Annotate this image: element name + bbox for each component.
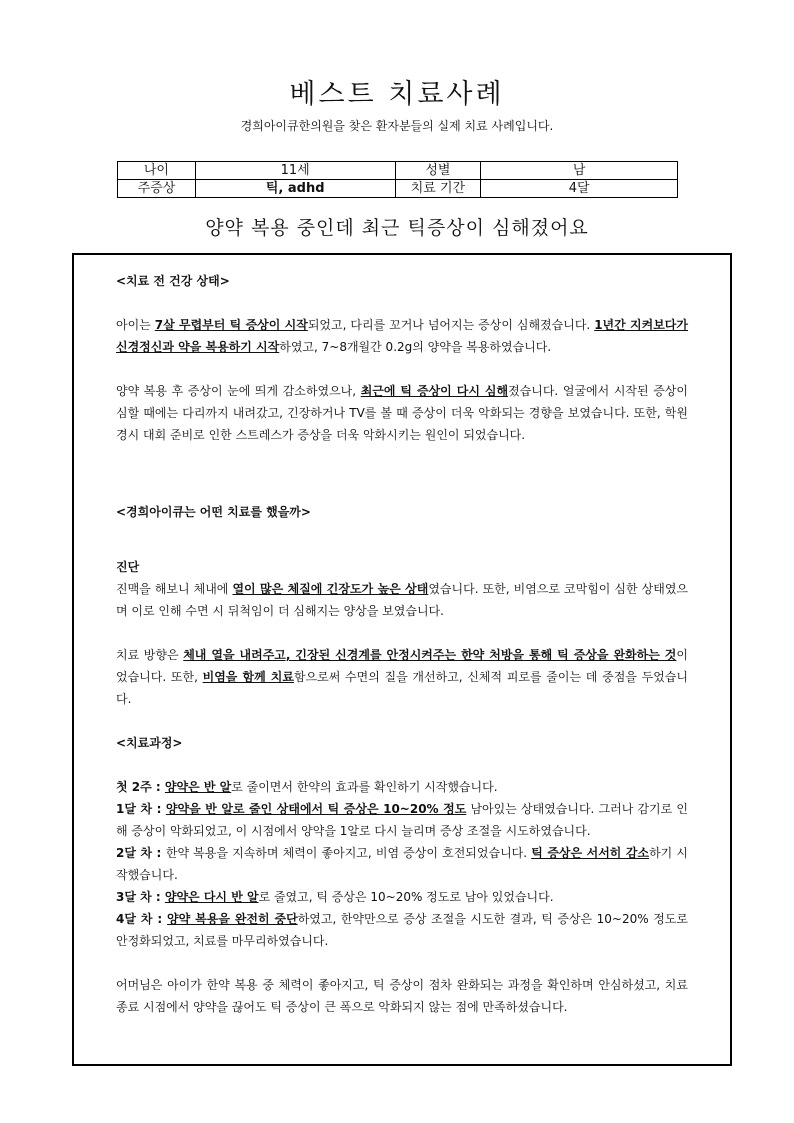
highlight-text: 체내 열을 내려주고, 긴장된 신경계를 안정시켜주는 한약 처방을 통해 틱 증상을 완화하는 것 [183, 648, 677, 662]
step-label: 1달 차 : [116, 802, 166, 816]
gender-value: 남 [481, 162, 678, 180]
text-run: 로 줄이면서 한약의 효과를 확인하기 시작했습니다. [231, 780, 498, 794]
symptom-label: 주증상 [118, 180, 196, 198]
before-paragraph-1 [116, 314, 688, 358]
text-run: 졌습니다. 얼굴에서 시작된 증상이 심할 때에는 다리까지 내려갔고, 긴장하거나 TV를 볼 때 증상이 더욱 악화되는 경향을 보였습니다. 또한, 학원 경시 대회 준비로 인한 스트레스가 증상을 더욱 악화시키는 원인이 되었습니다. [116, 384, 688, 442]
treatment-paragraph-2 [116, 644, 688, 710]
text-run: 였습니다. 또한, 비염으로 코막힘이 심한 상태였으며 이로 인해 수면 시 뒤척임이 더 심해지는 양상을 보였습니다. [116, 582, 688, 618]
section-heading-before: <치료 전 건강 상태> [116, 274, 230, 288]
process-step-3 [116, 842, 688, 886]
text-run: 함으로써 수면의 질을 개선하고, 신체적 피로를 줄이는 데 중점을 두었습니다. [116, 670, 688, 706]
period-label: 치료 기간 [395, 180, 481, 198]
step-label: 첫 2주 : [116, 780, 165, 794]
highlight-text: 틱 증상은 서서히 감소 [531, 846, 650, 860]
diagnosis-label: 진단 [116, 560, 140, 574]
text-run: 아이는 [116, 318, 155, 332]
page-title: 베스트 치료사례 [289, 79, 505, 110]
before-paragraph-2 [116, 380, 688, 446]
text-run: 양약 복용 후 증상이 눈에 띄게 감소하였으나, [116, 384, 361, 398]
patient-info-table [117, 161, 678, 198]
step-label: 2달 차 : [116, 846, 166, 860]
highlight-text: 비염을 함께 치료 [202, 670, 294, 684]
process-step-4 [116, 886, 688, 908]
text-run: 하였고, 한약만으로 증상 조절을 시도한 결과, 틱 증상은 10~20% 정도로 안정화되었고, 치료를 마무리하였습니다. [116, 912, 688, 948]
table-row [118, 180, 678, 198]
symptom-value: 틱, adhd [195, 180, 395, 198]
age-label: 나이 [118, 162, 196, 180]
page-subtitle: 경희아이큐한의원을 찾은 환자분들의 실제 치료 사례입니다. [240, 119, 554, 133]
period-value: 4달 [481, 180, 678, 198]
closing-paragraph: 어머님은 아이가 한약 복용 중 체력이 좋아지고, 틱 증상이 점차 완화되는 과정을 확인하며 안심하셨고, 치료 종료 시점에서 양약을 끊어도 틱 증상이 큰 폭으로 악화되지 않는 점에 만족하셨습니다. [116, 978, 688, 1014]
case-title: 양약 복용 중인데 최근 틱증상이 심해졌어요 [205, 217, 589, 239]
highlight-text: 1년간 지켜보다가 신경정신과 약을 복용하기 시작 [116, 318, 688, 354]
highlight-text: 양약은 다시 반 알 [164, 890, 259, 904]
text-run: 한약 복용을 지속하며 체력이 좋아지고, 비염 증상이 호전되었습니다. [165, 846, 532, 860]
highlight-text: 열이 많은 체질에 긴장도가 높은 상태 [232, 582, 429, 596]
highlight-text: 양약은 반 알 [164, 780, 232, 794]
treatment-paragraph-1 [116, 578, 688, 622]
section-heading-process: <치료과정> [116, 736, 183, 750]
text-run: 하기 시작했습니다. [116, 846, 688, 882]
highlight-text: 양약을 반 알로 줄인 상태에서 틱 증상은 10~20% 정도 [165, 802, 467, 816]
text-run: 치료 방향은 [116, 648, 184, 662]
process-step-5 [116, 908, 688, 952]
highlight-text: 최근에 틱 증상이 다시 심해 [360, 384, 509, 398]
gender-label: 성별 [395, 162, 481, 180]
step-label: 3달 차 : [116, 890, 165, 904]
age-value: 11세 [195, 162, 395, 180]
process-step-2 [116, 798, 688, 842]
step-label: 4달 차 : [116, 912, 168, 926]
highlight-text: 7살 무렵부터 틱 증상이 시작 [154, 318, 308, 332]
text-run: 남아있는 상태였습니다. 그러나 감기로 인해 증상이 악화되었고, 이 시점에서 양약을 1알로 다시 늘리며 증상 조절을 시도하였습니다. [116, 802, 689, 838]
text-run: 하였고, 7~8개월간 0.2g의 양약을 복용하였습니다. [279, 340, 552, 354]
text-run: 되었고, 다리를 꼬거나 넘어지는 증상이 심해졌습니다. [307, 318, 595, 332]
section-heading-treatment: <경희아이큐는 어떤 치료를 했을까> [116, 505, 311, 519]
case-content-box [72, 253, 732, 1066]
table-row [118, 162, 678, 180]
text-run: 이었습니다. 또한, [116, 648, 688, 684]
text-run: 진맥을 해보니 체내에 [116, 582, 233, 596]
process-step-1 [116, 776, 688, 798]
highlight-text: 양약 복용을 완전히 중단 [167, 912, 298, 926]
text-run: 로 줄였고, 틱 증상은 10~20% 정도로 남아 있었습니다. [258, 890, 554, 904]
